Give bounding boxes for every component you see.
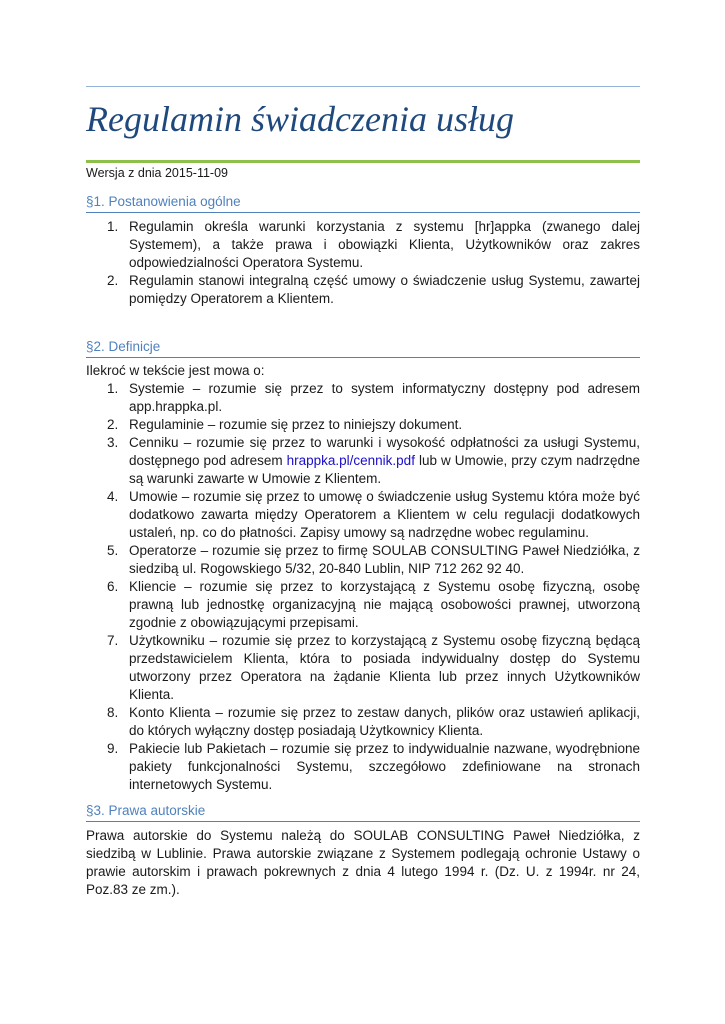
section-2-heading: §2. Definicje — [86, 339, 640, 358]
list-item: 1. Systemie – rozumie się przez to system informatyczny dostępny pod adresem app.hrappka.pl. — [107, 381, 640, 414]
section-1-heading: §1. Postanowienia ogólne — [86, 194, 640, 213]
top-divider — [86, 86, 640, 87]
list-item: 1. Regulamin określa warunki korzystania z systemu [hr]appka (zwanego dalej Systemem), a także prawa i obowiązki Klienta, Użytkowników oraz zakres odpowiedzialności Operatora Systemu. — [107, 219, 640, 270]
section-3-paragraph: Prawa autorskie do Systemu należą do SOULAB CONSULTING Paweł Niedziółka, z siedzibą w Lublinie. Prawa autorskie związane z Systemem podlegają ochronie Ustawy o prawie autorskim i prawach pokrewnych z dnia 4 lutego 1994 r. (Dz. U. z 1994r. nr 24, Poz.83 ze zm.). — [86, 828, 640, 897]
list-item: 8. Konto Klienta – rozumie się przez to zestaw danych, plików oraz ustawień aplikacji, do których wyłączny dostęp posiadają Użytkownicy Klienta. — [107, 705, 640, 738]
version-date: Wersja z dnia 2015-11-09 — [86, 166, 228, 180]
section-3-heading: §3. Prawa autorskie — [86, 803, 640, 822]
list-item: 5. Operatorze – rozumie się przez to firmę SOULAB CONSULTING Paweł Niedziółka, z siedzibą ul. Rogowskiego 5/32, 20-840 Lublin, NIP 712 262 92 40. — [107, 543, 640, 576]
section-3-body — [86, 827, 640, 899]
title-divider — [86, 160, 640, 163]
pricing-link[interactable]: hrappka.pl/cennik.pdf — [286, 453, 415, 468]
list-item: 4. Umowie – rozumie się przez to umowę o świadczenie usług Systemu która może być dodatkowo zawarta między Operatorem a Klientem w celu regulacji dodatkowych ustaleń, np. co do płatności. Zapisy umowy są nadrzędne wobec regulaminu. — [107, 489, 640, 540]
document-title: Regulamin świadczenia usług — [86, 99, 514, 139]
section-2-body — [86, 362, 640, 794]
section-1-list — [86, 218, 640, 308]
list-item: 2. Regulamin stanowi integralną część umowy o świadczenie usług Systemu, zawartej pomiędzy Operatorem a Klientem. — [107, 273, 640, 306]
list-item: 7. Użytkowniku – rozumie się przez to korzystającą z Systemu osobę fizyczną będącą przedstawicielem Klienta, która to posiada indywidualny dostęp do Systemu utworzony przez Operatora na żądanie Klienta lub przez innych Użytkowników Klienta. — [107, 633, 640, 702]
list-item: 3. Cenniku – rozumie się przez to warunki i wysokość odpłatności za usługi Systemu, dostępnego pod adresem hrappka.pl/cennik.pdf lub w Umowie, przy czym nadrzędne są warunki zawarte w Umowie z Klientem. — [107, 435, 640, 486]
list-item: 2. Regulaminie – rozumie się przez to niniejszy dokument. — [107, 417, 463, 432]
list-item: 9. Pakiecie lub Pakietach – rozumie się przez to indywidualnie nazwane, wyodrębnione pakiety funkcjonalności Systemu, szczegółowo zdefiniowane na stronach internetowych Systemu. — [107, 741, 640, 792]
list-item: 6. Kliencie – rozumie się przez to korzystającą z Systemu osobę fizyczną, osobę prawną lub jednostkę organizacyjną nie mającą osobowości prawnej, utworzoną zgodnie z obowiązującymi przepisami. — [107, 579, 640, 630]
section-2-intro: Ilekroć w tekście jest mowa o: — [86, 363, 265, 378]
